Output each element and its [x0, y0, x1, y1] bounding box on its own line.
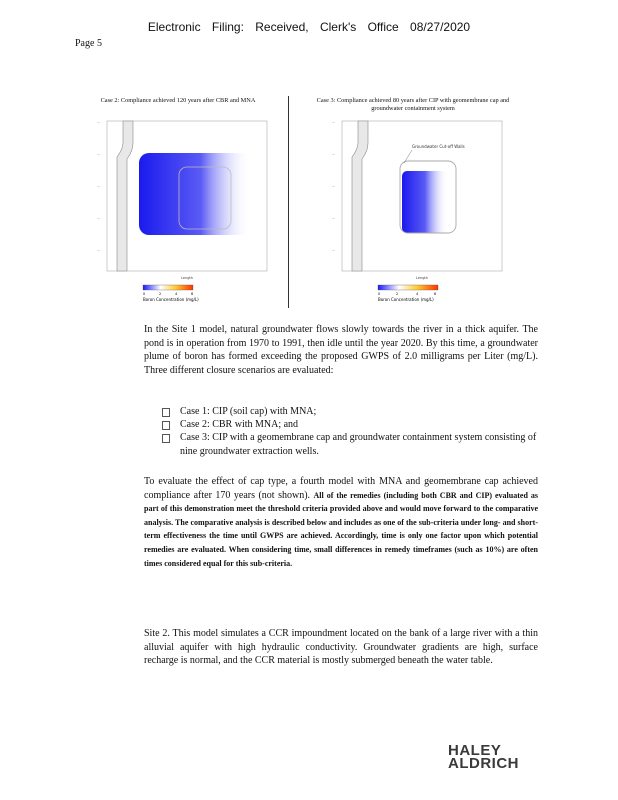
list-item: [162, 418, 538, 431]
checkbox-glyph-icon: [162, 408, 170, 417]
right-legend-label: Boron Concentration (mg/L): [378, 297, 434, 302]
svg-text:—: —: [97, 184, 100, 188]
bullet-text: Case 2: CBR with MNA; and: [180, 419, 299, 431]
paragraph-site2: Site 2. This model simulates a CCR impoundment located on the bank of a large river with a thin alluvial aquifer with high hydraulic conductivity. Groundwater gradients are high, surface recharge is normal, and the CCR material is mostly submerged beneath the water table.: [144, 628, 538, 667]
svg-text:—: —: [332, 216, 335, 220]
right-colorbar-tick-1: 2: [396, 292, 399, 296]
right-inset-label: Groundwater Cut-off Walls: [412, 144, 465, 149]
figure-right-plot: [330, 115, 510, 305]
filing-header: Electronic Filing: Received, Clerk's Office 08/27/2020: [147, 20, 471, 34]
checkbox-glyph-icon: [162, 421, 170, 430]
svg-text:—: —: [332, 248, 335, 252]
svg-text:—: —: [97, 216, 100, 220]
svg-text:—: —: [332, 120, 335, 124]
paragraph-evaluation-remedies: All of the remedies (including both CBR and CIP) evaluated as part of this demonstration meet the threshold criteria provided above and would move forward to the comparative analysis. The comparative analysis is described below and includes as one of the sub-criteria under long- and short-term effectiveness the time until GWPS are achieved. Accordingly, time is only one factor upon which potential remedies are evaluated. When considering time, small differences in remedy timeframes (such as 10%) are often times considered equal for this sub-criteria.: [144, 490, 539, 568]
right-colorbar-tick-3: 6: [434, 292, 437, 296]
left-colorbar-tick-0: 0: [143, 292, 146, 296]
bullet-text: Case 1: CIP (soil cap) with MNA;: [180, 406, 317, 417]
paragraph-site1: In the Site 1 model, natural groundwater flows slowly towards the river in a thick aquifer. The pond is in operation from 1970 to 1991, then idle until the year 2020. By this time, a groundwater plume of boron has formed exceeding the proposed GWPS of 2.0 milligrams per Liter (mg/L). Three different closure scenarios are evaluated:: [144, 324, 538, 376]
page-label: Page 5: [75, 38, 102, 49]
right-colorbar-tick-2: 4: [416, 292, 419, 296]
logo-line2: ALDRICH: [448, 755, 519, 772]
figure-left-caption: Case 2: Compliance achieved 120 years after CBR and MNA: [100, 97, 256, 104]
left-legend-label: Boron Concentration (mg/L): [143, 297, 199, 302]
list-item: [162, 431, 538, 457]
bullet-text: Case 3: CIP with a geomembrane cap and groundwater containment system consisting of nine groundwater extraction wells.: [180, 432, 537, 457]
svg-text:—: —: [332, 184, 335, 188]
svg-text:—: —: [97, 120, 100, 124]
figure-divider: [288, 96, 289, 308]
paragraph-evaluation: [144, 475, 538, 570]
list-item: [162, 405, 538, 418]
checkbox-glyph-icon: [162, 434, 170, 443]
logo-line1: HALEY: [448, 742, 502, 759]
left-axis-label: Length: [180, 276, 194, 280]
right-colorbar-tick-0: 0: [378, 292, 381, 296]
closure-scenarios-list: [162, 405, 538, 458]
svg-text:—: —: [97, 248, 100, 252]
right-axis-label: Length: [415, 276, 429, 280]
left-colorbar-tick-3: 6: [191, 292, 194, 296]
svg-text:—: —: [332, 152, 335, 156]
paragraph-evaluation-intro: To evaluate the effect of cap type, a fourth model with MNA and geomembrane cap achieved compliance after 170 years (not shown).: [144, 476, 538, 501]
haley-aldrich-logo: [448, 744, 519, 770]
figure-right-caption: Case 3: Compliance achieved 80 years after CIP with geomembrane cap and groundwater containment system: [316, 97, 510, 112]
left-colorbar-tick-2: 4: [175, 292, 178, 296]
figure-left-plot: [95, 115, 275, 305]
svg-text:—: —: [97, 152, 100, 156]
left-colorbar-tick-1: 2: [159, 292, 162, 296]
